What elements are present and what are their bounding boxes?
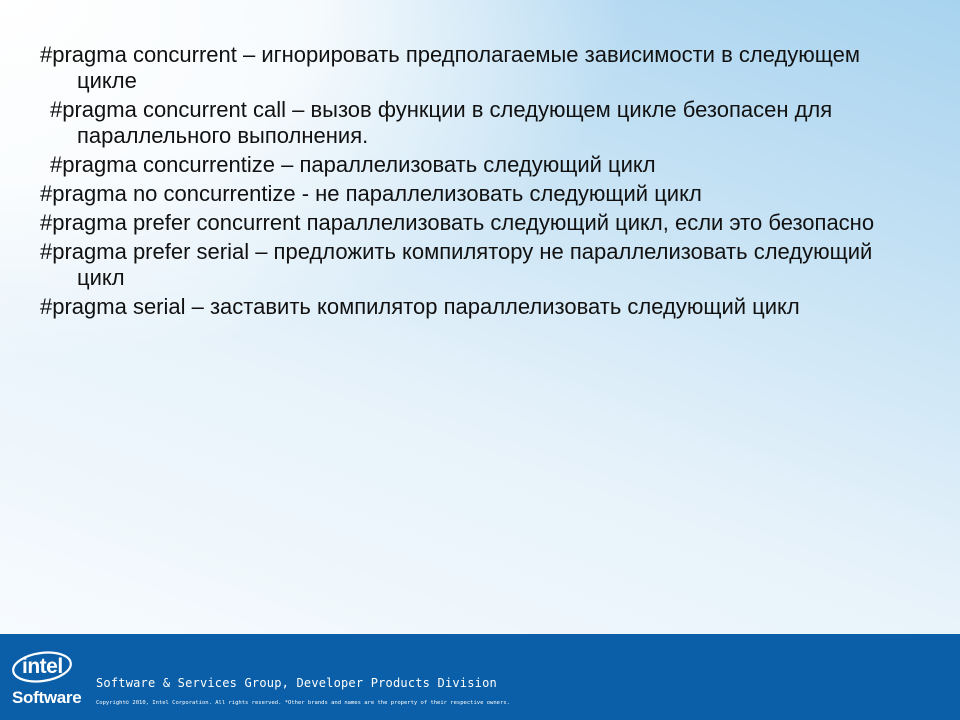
copyright-text: Copyright© 2010, Intel Corporation. All rights reserved. *Other brands and names are the property of their respective owners. (96, 700, 510, 706)
logo-software-text: Software (12, 688, 82, 707)
bullet-item: #pragma prefer serial – предложить компилятору не параллелизовать следующий цикл (40, 239, 873, 290)
bullet-item: #pragma prefer concurrent параллелизовать следующий цикл, если это безопасно (40, 210, 875, 235)
bullet-list (40, 42, 920, 323)
division-text: Software & Services Group, Developer Products Division (96, 676, 497, 690)
bullet-item: #pragma concurrent – игнорировать предполагаемые зависимости в следующем цикле (40, 42, 861, 93)
bullet-item: #pragma serial – заставить компилятор параллелизовать следующий цикл (40, 294, 800, 319)
footer-bar (0, 634, 960, 720)
logo-intel-text: intel (22, 655, 63, 678)
bullet-item: #pragma concurrent call – вызов функции в следующем цикле безопасен для параллельного выполнения. (50, 97, 833, 148)
bullet-item: #pragma concurrentize – параллелизовать следующий цикл (50, 152, 656, 177)
intel-software-logo (10, 650, 82, 712)
bullet-item: #pragma no concurrentize - не параллелизовать следующий цикл (40, 181, 702, 206)
